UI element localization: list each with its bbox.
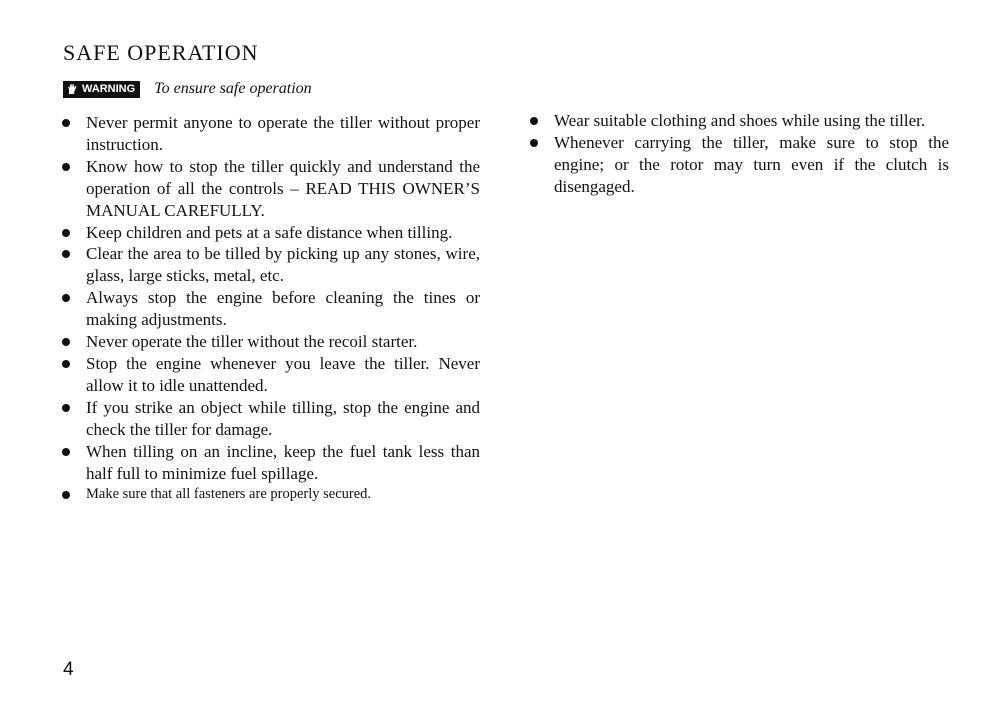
bullet-icon <box>530 139 538 147</box>
warning-heading: To ensure safe operation <box>154 80 312 97</box>
list-item: Always stop the engine before cleaning the tines or making adjustments. <box>60 287 480 331</box>
list-item: Know how to stop the tiller quickly and understand the operation of all the controls – READ THIS OWNER’S MANUAL CAREFULLY. <box>60 156 480 222</box>
left-column-list <box>60 112 480 506</box>
bullet-icon <box>530 117 538 125</box>
list-item: Stop the engine whenever you leave the tiller. Never allow it to idle unattended. <box>60 353 480 397</box>
warning-badge-label: WARNING <box>82 83 136 95</box>
bullet-icon <box>62 338 70 346</box>
list-item: If you strike an object while tilling, stop the engine and check the tiller for damage. <box>60 397 480 441</box>
list-item: Whenever carrying the tiller, make sure to stop the engine; or the rotor may turn even if the clutch is disengaged. <box>528 132 949 198</box>
list-item: Never operate the tiller without the recoil starter. <box>60 331 480 353</box>
page-number: 4 <box>63 659 74 680</box>
list-item: Keep children and pets at a safe distance when tilling. <box>60 222 480 244</box>
bullet-icon <box>62 119 70 127</box>
bullet-icon <box>62 229 70 237</box>
bullet-icon <box>62 163 70 171</box>
bullet-icon <box>62 404 70 412</box>
warning-badge <box>63 81 140 98</box>
list-item: Never permit anyone to operate the tiller without proper instruction. <box>60 112 480 156</box>
list-item: Wear suitable clothing and shoes while using the tiller. <box>528 110 949 132</box>
list-item: Make sure that all fasteners are properly secured. <box>60 484 480 506</box>
bullet-icon <box>62 294 70 302</box>
bullet-icon <box>62 250 70 258</box>
list-item: Clear the area to be tilled by picking up any stones, wire, glass, large sticks, metal, etc. <box>60 243 480 287</box>
bullet-icon <box>62 448 70 456</box>
hand-icon <box>67 83 79 95</box>
bullet-icon <box>62 360 70 368</box>
bullet-icon <box>62 491 70 499</box>
list-item: When tilling on an incline, keep the fuel tank less than half full to minimize fuel spillage. <box>60 441 480 485</box>
warning-header <box>63 80 312 98</box>
page-title: SAFE OPERATION <box>63 40 259 65</box>
right-column-list <box>528 110 949 198</box>
